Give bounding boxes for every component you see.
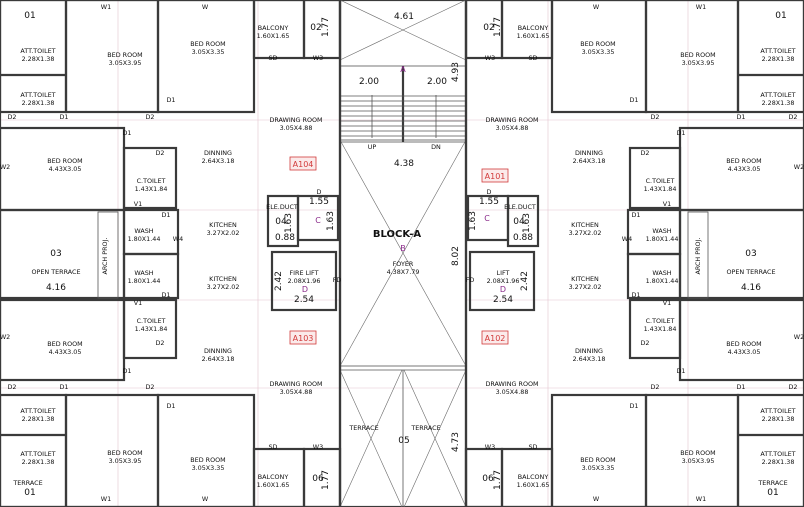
- room-size: 3.27X2.02: [568, 229, 602, 237]
- room-name: ATT.TOILET: [760, 47, 796, 55]
- room-name: ATT.TOILET: [20, 91, 56, 99]
- flat-tag: [482, 331, 508, 344]
- room-size: 4.43X3.05: [727, 348, 761, 356]
- dimension-label: 4.73: [451, 431, 461, 453]
- dimension-label: 1.63: [522, 212, 532, 234]
- room-name: KITCHEN: [209, 275, 237, 283]
- room: [20, 450, 55, 466]
- plan-label: D2: [788, 383, 798, 391]
- room-name: BED ROOM: [680, 449, 716, 457]
- room-size: 3.05X3.95: [681, 457, 715, 465]
- plan-label: 03: [745, 249, 757, 259]
- room-name: ATT.TOILET: [20, 407, 56, 415]
- room: [257, 24, 290, 40]
- plan-label: D: [316, 188, 322, 196]
- room-size: 1.60X1.65: [516, 32, 550, 40]
- room-size: 3.27X2.02: [206, 229, 240, 237]
- flat-tag: [290, 331, 316, 344]
- room: [190, 456, 225, 472]
- plan-label: 04: [513, 217, 525, 227]
- plan-label: D2: [788, 113, 798, 121]
- room-name: ATT.TOILET: [20, 47, 56, 55]
- plan-label: W2: [793, 163, 804, 171]
- plan-label: D1: [122, 367, 132, 375]
- plan-label: FD: [465, 276, 475, 284]
- plan-label: 0.88: [274, 233, 296, 243]
- plan-label: W2: [0, 333, 11, 341]
- room-size: 3.05X3.35: [191, 48, 225, 56]
- plan-label: V1: [133, 299, 143, 307]
- plan-label: D1: [166, 402, 176, 410]
- plan-label: 01: [775, 11, 787, 21]
- section-marker: C: [315, 216, 321, 225]
- room-name: BED ROOM: [580, 456, 616, 464]
- room-size: 1.60X1.65: [256, 481, 290, 489]
- plan-label: 02: [310, 23, 322, 33]
- plan-label: 04: [275, 217, 287, 227]
- room: [726, 157, 761, 173]
- room-size: 3.05X3.35: [581, 464, 615, 472]
- room: [135, 177, 168, 193]
- plan-label: D1: [59, 113, 69, 121]
- room-size: 3.05X3.95: [108, 457, 142, 465]
- room-name: BED ROOM: [680, 51, 716, 59]
- room-size: 1.80X1.44: [127, 277, 161, 285]
- room: [760, 407, 795, 423]
- plan-label: W: [592, 495, 600, 503]
- room: [190, 40, 225, 56]
- room: [644, 317, 677, 333]
- room-size: 2.28X1.38: [761, 99, 795, 107]
- plan-label: 01: [24, 11, 36, 21]
- plan-label: D1: [122, 129, 132, 137]
- flat-id: A101: [484, 172, 506, 181]
- plan-label: D2: [145, 383, 155, 391]
- room-size: 1.80X1.44: [645, 277, 679, 285]
- room-size: 2.28X1.38: [761, 458, 795, 466]
- plan-label: 02: [483, 23, 495, 33]
- room-name: LIFT: [496, 269, 510, 277]
- plan-label: 2.54: [492, 295, 514, 305]
- plan-label: TERRACE: [411, 424, 441, 432]
- room-name: C.TOILET: [645, 177, 675, 185]
- room: [207, 221, 240, 237]
- plan-label: TERRACE: [758, 479, 788, 487]
- room-size: 2.28X1.38: [761, 55, 795, 63]
- room-name: BED ROOM: [726, 340, 762, 348]
- room-name: BED ROOM: [47, 340, 83, 348]
- flat-tag: [290, 157, 316, 170]
- room-name: DINNING: [204, 347, 232, 355]
- room: [128, 269, 161, 285]
- plan-label: 01: [767, 488, 779, 498]
- room-name: DRAWING ROOM: [485, 116, 539, 124]
- plan-label: 2.00: [358, 77, 380, 87]
- plan-label: TERRACE: [13, 479, 43, 487]
- plan-label: D1: [631, 211, 641, 219]
- room-name: DRAWING ROOM: [269, 116, 323, 124]
- section-marker: A: [400, 65, 406, 74]
- room: [569, 221, 602, 237]
- room: [20, 47, 55, 63]
- room-name: BED ROOM: [190, 40, 226, 48]
- plan-label: W3: [484, 443, 496, 451]
- flat-id: A102: [484, 334, 506, 343]
- room: [47, 340, 82, 356]
- room-size: 1.43X1.84: [643, 325, 677, 333]
- room-name: DRAWING ROOM: [269, 380, 323, 388]
- plan-label: 2.54: [293, 295, 315, 305]
- plan-label: D1: [161, 211, 171, 219]
- plan-label: V1: [662, 299, 672, 307]
- plan-label: 4.16: [740, 283, 762, 293]
- plan-label: D1: [166, 96, 176, 104]
- room-name: ATT.TOILET: [760, 450, 796, 458]
- plan-label: 4.38: [393, 159, 415, 169]
- plan-label: 06: [312, 474, 324, 484]
- plan-label: D1: [736, 383, 746, 391]
- room: [646, 227, 679, 243]
- plan-label: 01: [24, 488, 36, 498]
- room-size: 4.38X7.79: [386, 268, 420, 276]
- room-name: ATT.TOILET: [760, 91, 796, 99]
- flat-id: A103: [292, 334, 314, 343]
- room-size: 1.60X1.65: [516, 481, 550, 489]
- room: [760, 91, 795, 107]
- room: [20, 407, 55, 423]
- room: [517, 473, 550, 489]
- room-size: 2.28X1.38: [21, 415, 55, 423]
- plan-label: FD: [332, 276, 342, 284]
- room-name: DINNING: [575, 347, 603, 355]
- room-size: 1.80X1.44: [127, 235, 161, 243]
- dimension-label: 2.42: [520, 270, 530, 292]
- dimension-label: ARCH PROJ.: [694, 237, 702, 275]
- room-size: 1.43X1.84: [134, 325, 168, 333]
- section-marker: D: [499, 285, 507, 294]
- plan-label: W3: [312, 54, 324, 62]
- plan-label: SD: [268, 443, 278, 451]
- room-name: BED ROOM: [190, 456, 226, 464]
- room: [269, 116, 322, 132]
- room-name: WASH: [652, 227, 672, 235]
- dimension-label: 1.63: [326, 210, 336, 232]
- room-name: BALCONY: [257, 473, 289, 481]
- room-name: DINNING: [575, 149, 603, 157]
- room: [207, 275, 240, 291]
- room-name: C.TOILET: [645, 317, 675, 325]
- plan-label: W: [592, 3, 600, 11]
- plan-label: D2: [155, 339, 165, 347]
- plan-label: D2: [145, 113, 155, 121]
- room-name: ATT.TOILET: [20, 450, 56, 458]
- plan-label: D: [486, 188, 492, 196]
- room-name: C.TOILET: [136, 177, 166, 185]
- room: [288, 269, 321, 285]
- plan-label: W3: [312, 443, 324, 451]
- plan-label: UP: [367, 143, 377, 151]
- room: [760, 47, 795, 63]
- dimension-label: 1.77: [321, 469, 331, 491]
- room: [644, 177, 677, 193]
- room: [760, 450, 795, 466]
- section-marker: C: [484, 214, 490, 223]
- room: [387, 260, 420, 276]
- plan-label: W1: [100, 3, 112, 11]
- room-size: 2.08X1.96: [287, 277, 321, 285]
- plan-label: W4: [172, 235, 184, 243]
- room: [202, 347, 235, 363]
- room-size: 2.08X1.96: [486, 277, 520, 285]
- room-size: 3.05X3.35: [581, 48, 615, 56]
- room-name: BALCONY: [257, 24, 289, 32]
- section-marker: D: [301, 285, 309, 294]
- room-size: 3.05X4.88: [279, 388, 313, 396]
- room-size: 2.28X1.38: [761, 415, 795, 423]
- plan-label: W1: [695, 3, 707, 11]
- flat-tag: [482, 169, 508, 182]
- room: [20, 91, 55, 107]
- room: [107, 51, 142, 67]
- plan-label: 1.55: [478, 197, 500, 207]
- room-name: WASH: [134, 227, 154, 235]
- plan-label: TERRACE: [349, 424, 379, 432]
- plan-label: W2: [0, 163, 11, 171]
- plan-label: SD: [528, 54, 538, 62]
- room-name: DINNING: [204, 149, 232, 157]
- room: [726, 340, 761, 356]
- plan-label: D2: [7, 383, 17, 391]
- room-size: 2.64X3.18: [572, 157, 606, 165]
- plan-label: ELE.DUCT: [266, 203, 298, 211]
- plan-label: D1: [629, 402, 639, 410]
- plan-label: 2.00: [426, 77, 448, 87]
- room-size: 3.05X4.88: [279, 124, 313, 132]
- dimension-label: 2.42: [274, 270, 284, 292]
- room-size: 1.43X1.84: [134, 185, 168, 193]
- room-name: FOYER: [392, 260, 414, 268]
- plan-label: W: [201, 3, 209, 11]
- room: [257, 473, 290, 489]
- plan-label: OPEN TERRACE: [31, 268, 81, 276]
- plan-label: SD: [528, 443, 538, 451]
- flat-id: A104: [292, 160, 314, 169]
- room: [573, 149, 606, 165]
- room-size: 2.64X3.18: [572, 355, 606, 363]
- room-name: WASH: [134, 269, 154, 277]
- plan-label: D2: [155, 149, 165, 157]
- plan-label: 4.61: [393, 12, 415, 22]
- room: [487, 269, 520, 285]
- room-name: BED ROOM: [107, 449, 143, 457]
- plan-label: SD: [268, 54, 278, 62]
- plan-label: W3: [484, 54, 496, 62]
- room: [485, 116, 538, 132]
- dimension-label: 1.77: [493, 469, 503, 491]
- room-size: 3.05X4.88: [495, 124, 529, 132]
- dimension-label: 8.02: [451, 245, 461, 267]
- room-name: BED ROOM: [580, 40, 616, 48]
- room: [135, 317, 168, 333]
- room-size: 1.80X1.44: [645, 235, 679, 243]
- room-name: KITCHEN: [571, 275, 599, 283]
- plan-label: W2: [793, 333, 804, 341]
- plan-label: 05: [398, 436, 410, 446]
- dimension-label: 1.77: [321, 16, 331, 38]
- plan-label: D1: [676, 367, 686, 375]
- room: [128, 227, 161, 243]
- block-marker: B: [400, 244, 406, 253]
- room-size: 2.64X3.18: [201, 355, 235, 363]
- room-size: 3.05X3.95: [108, 59, 142, 67]
- room: [47, 157, 82, 173]
- plan-label: V1: [662, 200, 672, 208]
- plan-label: W1: [100, 495, 112, 503]
- plan-label: D1: [161, 291, 171, 299]
- room-size: 3.05X3.95: [681, 59, 715, 67]
- room-name: BALCONY: [517, 473, 549, 481]
- plan-label: D1: [59, 383, 69, 391]
- plan-label: W: [201, 495, 209, 503]
- plan-label: D2: [7, 113, 17, 121]
- room-name: BED ROOM: [107, 51, 143, 59]
- room-name: DRAWING ROOM: [485, 380, 539, 388]
- plan-label: V1: [133, 200, 143, 208]
- room-name: KITCHEN: [209, 221, 237, 229]
- room-size: 2.28X1.38: [21, 55, 55, 63]
- room: [202, 149, 235, 165]
- plan-label: 06: [482, 474, 494, 484]
- plan-label: D1: [676, 129, 686, 137]
- room: [680, 51, 715, 67]
- room-size: 1.60X1.65: [256, 32, 290, 40]
- room-size: 3.05X3.35: [191, 464, 225, 472]
- plan-label: 03: [50, 249, 62, 259]
- room-size: 4.43X3.05: [48, 348, 82, 356]
- dimension-label: 1.63: [468, 210, 478, 232]
- room-size: 3.27X2.02: [206, 283, 240, 291]
- plan-label: ELE.DUCT: [504, 203, 536, 211]
- plan-label: 4.16: [45, 283, 67, 293]
- room-size: 2.28X1.38: [21, 99, 55, 107]
- plan-label: D1: [629, 96, 639, 104]
- block-title: BLOCK-A: [372, 229, 422, 240]
- dimension-label: 1.77: [493, 16, 503, 38]
- dimension-label: ARCH PROJ.: [101, 237, 109, 275]
- room-size: 1.43X1.84: [643, 185, 677, 193]
- plan-label: D2: [650, 383, 660, 391]
- room: [680, 449, 715, 465]
- dimension-label: 1.63: [284, 212, 294, 234]
- plan-label: D2: [640, 149, 650, 157]
- room-name: BALCONY: [517, 24, 549, 32]
- room: [573, 347, 606, 363]
- room: [107, 449, 142, 465]
- room-name: FIRE LIFT: [289, 269, 319, 277]
- room: [646, 269, 679, 285]
- room-size: 2.28X1.38: [21, 458, 55, 466]
- plan-label: OPEN TERRACE: [726, 268, 776, 276]
- room-size: 4.43X3.05: [48, 165, 82, 173]
- room-size: 4.43X3.05: [727, 165, 761, 173]
- room: [569, 275, 602, 291]
- plan-label: D2: [650, 113, 660, 121]
- room-name: BED ROOM: [726, 157, 762, 165]
- room-size: 3.27X2.02: [568, 283, 602, 291]
- dimension-label: 4.93: [451, 61, 461, 83]
- room-name: BED ROOM: [47, 157, 83, 165]
- room-name: C.TOILET: [136, 317, 166, 325]
- room-name: KITCHEN: [571, 221, 599, 229]
- plan-label: 1.55: [308, 197, 330, 207]
- room: [580, 40, 615, 56]
- room: [580, 456, 615, 472]
- plan-label: D1: [736, 113, 746, 121]
- room-size: 2.64X3.18: [201, 157, 235, 165]
- room-size: 3.05X4.88: [495, 388, 529, 396]
- plan-label: D2: [640, 339, 650, 347]
- room: [517, 24, 550, 40]
- plan-label: W1: [695, 495, 707, 503]
- plan-label: DN: [431, 143, 441, 151]
- plan-label: D1: [631, 291, 641, 299]
- room-name: WASH: [652, 269, 672, 277]
- room-name: ATT.TOILET: [760, 407, 796, 415]
- plan-label: W4: [621, 235, 633, 243]
- plan-label: 0.88: [512, 233, 534, 243]
